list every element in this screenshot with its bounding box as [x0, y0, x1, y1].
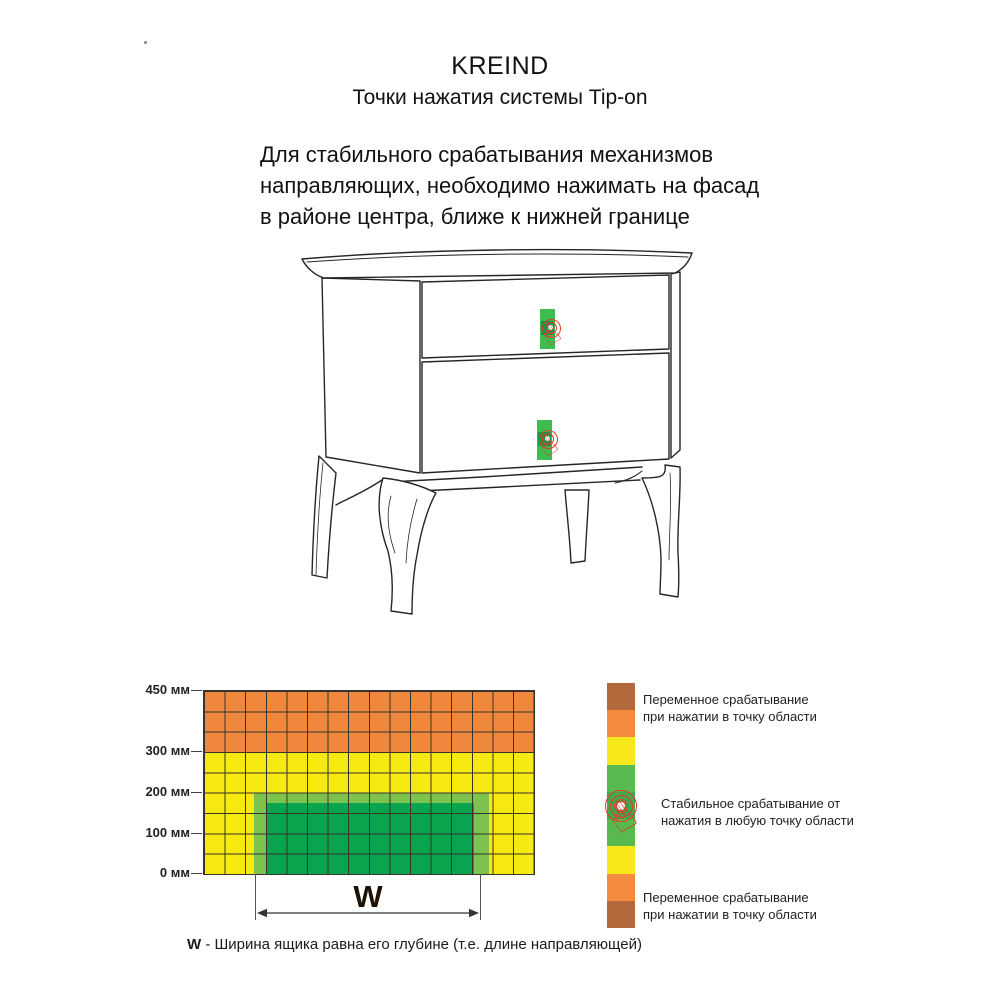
legend-entry-line: Стабильное срабатывание от — [661, 796, 841, 811]
legend-segment-brown-bottom — [607, 901, 635, 928]
legend-entry-line: при нажатии в точку области — [643, 907, 817, 922]
cabinet-drawing — [240, 245, 710, 645]
legend-segment-brown-top — [607, 683, 635, 710]
legend-segment-orange-bottom — [607, 874, 635, 901]
legend-entry-line: нажатия в любую точку области — [661, 813, 854, 828]
legend-entry-variable-top — [643, 691, 817, 725]
legend-press-icon — [598, 787, 664, 853]
cabinet-side-rail — [336, 480, 382, 505]
legend-entry-line: Переменное срабатывание — [643, 890, 809, 905]
legend-entry-variable-bottom — [643, 889, 817, 923]
cabinet-left-panel — [322, 278, 420, 473]
intro-line-3: в районе центра, ближе к нижней границе — [260, 204, 690, 229]
grid-lines — [204, 691, 534, 874]
pointing-hand-icon: ☝ — [535, 318, 567, 353]
tick-200mm: 200 мм — [145, 784, 190, 799]
pointing-hand-icon: ☝ — [598, 792, 646, 844]
press-point-bottom-drawer — [532, 420, 583, 484]
intro-line-2: направляющих, необходимо нажимать на фасад — [260, 173, 760, 198]
page-subtitle: Точки нажатия системы Tip-on — [352, 86, 648, 109]
legend-entry-line: при нажатии в точку области — [643, 709, 817, 724]
intro-line-1: Для стабильного срабатывания механизмов — [260, 142, 714, 167]
w-caption — [187, 936, 642, 953]
cabinet-right-stile — [671, 272, 680, 458]
tick-mark — [191, 690, 202, 691]
cabinet-back-left-leg — [312, 456, 336, 578]
w-label: W — [353, 879, 383, 914]
press-point-top-drawer — [535, 309, 586, 373]
intro-text — [260, 139, 759, 232]
legend-segment-orange-top — [607, 710, 635, 737]
w-caption-bold: W — [187, 936, 202, 953]
pointing-hand-icon: ☝ — [532, 429, 564, 464]
tick-mark — [191, 833, 202, 834]
pressure-zone-grid — [203, 690, 535, 875]
stray-dot — [144, 41, 147, 44]
tick-mark — [191, 751, 202, 752]
tick-100mm: 100 мм — [145, 825, 190, 840]
tick-450mm: 450 мм — [145, 682, 190, 697]
legend-segment-yellow-top — [607, 737, 635, 764]
brand-title: KREIND — [451, 52, 549, 80]
tick-300mm: 300 мм — [145, 743, 190, 758]
tick-0mm: 0 мм — [159, 865, 190, 880]
tick-mark — [191, 873, 202, 874]
legend-entry-line: Переменное срабатывание — [643, 692, 809, 707]
cabinet-front-rail-bottom — [398, 480, 640, 492]
cabinet-front-right-leg — [642, 465, 680, 597]
legend-entry-stable — [661, 795, 854, 829]
tick-mark — [191, 792, 202, 793]
w-caption-text: - Ширина ящика равна его глубине (т.е. длине направляющей) — [201, 936, 642, 953]
cabinet-back-right-leg — [565, 490, 589, 563]
